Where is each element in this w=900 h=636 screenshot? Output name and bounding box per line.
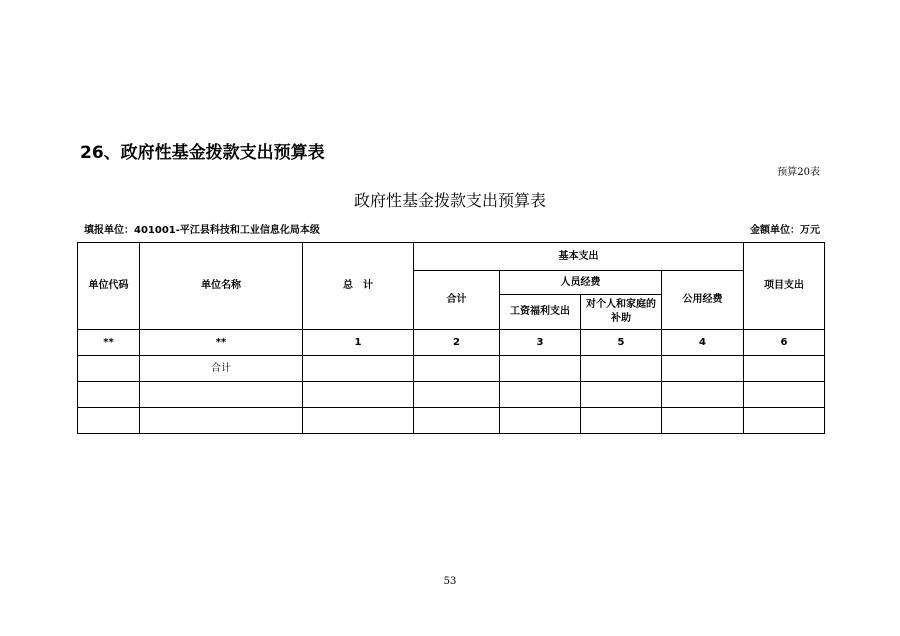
table-title: 政府性基金拨款支出预算表: [353, 191, 546, 210]
table-cell: [744, 408, 825, 434]
table-cell: [140, 408, 303, 434]
header-unit-code: 单位代码: [78, 243, 140, 330]
index-cell: **: [140, 330, 303, 356]
index-cell: 6: [744, 330, 825, 356]
header-unit-name: 单位名称: [140, 243, 303, 330]
index-row: [78, 330, 825, 356]
page-number: 53: [443, 576, 457, 587]
section-title: 26、政府性基金拨款支出预算表: [80, 143, 325, 163]
table-cell: [78, 356, 140, 382]
header-wages: 工资福利支出: [500, 295, 581, 330]
amount-unit: 金额单位：万元: [750, 225, 820, 236]
table-cell: [140, 382, 303, 408]
index-cell: 5: [581, 330, 662, 356]
table-cell: [303, 408, 414, 434]
header-subsidies: 对个人和家庭的补助: [581, 295, 662, 330]
table-cell: [662, 382, 744, 408]
index-cell: 2: [414, 330, 500, 356]
table-cell: [744, 382, 825, 408]
table-row: [78, 382, 825, 408]
table-row: [78, 408, 825, 434]
index-cell: 3: [500, 330, 581, 356]
table-cell: [500, 356, 581, 382]
table-cell: [303, 382, 414, 408]
header-row-1: [78, 243, 825, 271]
table-cell: 合计: [140, 356, 303, 382]
header-basic-expenditure: 基本支出: [414, 243, 744, 271]
index-cell: **: [78, 330, 140, 356]
table-cell: [500, 408, 581, 434]
table-cell: [581, 408, 662, 434]
table-row: [78, 356, 825, 382]
header-personnel: 人员经费: [500, 271, 662, 295]
table-cell: [303, 356, 414, 382]
index-cell: 1: [303, 330, 414, 356]
table-cell: [78, 382, 140, 408]
table-cell: [500, 382, 581, 408]
table-cell: [662, 408, 744, 434]
index-cell: 4: [662, 330, 744, 356]
table-cell: [744, 356, 825, 382]
table-cell: [78, 408, 140, 434]
header-public: 公用经费: [662, 271, 744, 330]
form-number: 预算20表: [777, 167, 820, 178]
budget-table: [77, 242, 825, 434]
table-cell: [581, 356, 662, 382]
table-cell: [414, 356, 500, 382]
header-total: 总 计: [303, 243, 414, 330]
table-cell: [414, 382, 500, 408]
table-cell: [414, 408, 500, 434]
header-subtotal: 合计: [414, 271, 500, 330]
reporting-unit: 填报单位：401001-平江县科技和工业信息化局本级: [84, 225, 320, 236]
table-cell: [581, 382, 662, 408]
header-project: 项目支出: [744, 243, 825, 330]
table-cell: [662, 356, 744, 382]
